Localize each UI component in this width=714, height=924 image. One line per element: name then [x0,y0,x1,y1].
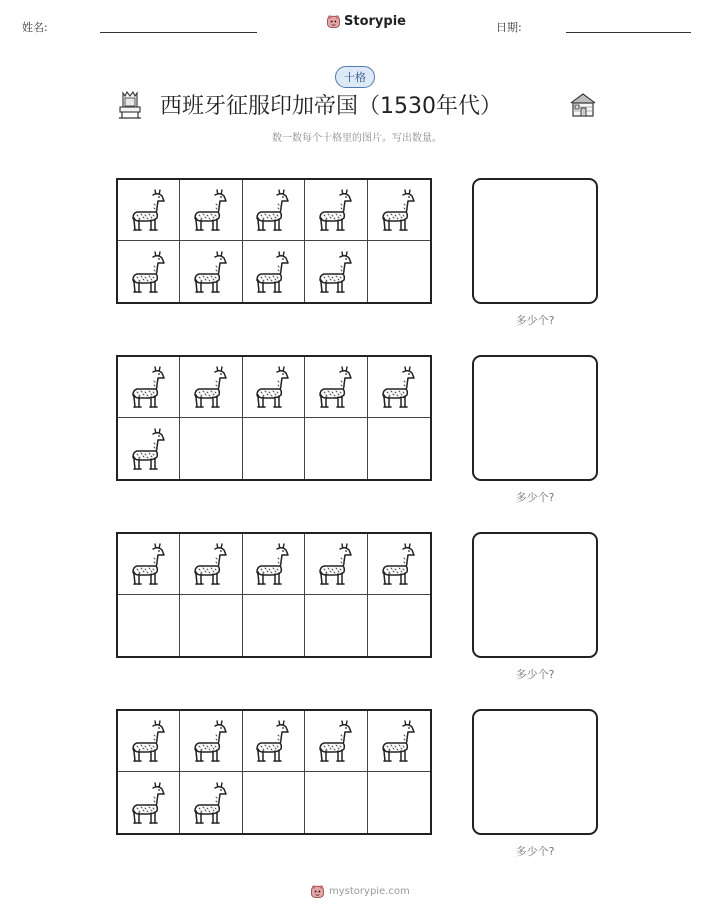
ten-frame-cell [305,534,367,595]
how-many-prompt: 多少个? [515,491,555,504]
ten-frame-cell [180,711,242,772]
llama-icon [129,363,169,411]
llama-icon [253,248,293,296]
brand-name: Storypie [344,14,406,29]
ten-frame [116,532,432,658]
llama-icon [129,540,169,588]
how-many-prompt: 多少个? [515,668,555,681]
answer-box[interactable] [472,178,598,304]
ten-frame-cell [180,180,242,241]
ten-frame-cell [368,772,430,833]
ten-frame-cell [118,357,180,418]
llama-icon [316,186,356,234]
llama-icon [191,248,231,296]
llama-icon [379,186,419,234]
throne-icon [116,90,144,120]
house-icon [568,91,598,119]
ten-frame-cell [243,711,305,772]
storypie-logo-icon [326,14,341,29]
llama-icon [316,540,356,588]
ten-frame [116,178,432,304]
llama-icon [129,186,169,234]
ten-frame-cell [368,357,430,418]
ten-frame-cell [118,772,180,833]
ten-frame-cell [305,180,367,241]
ten-frame-cell [180,772,242,833]
llama-icon [253,540,293,588]
ten-frame-cell [305,241,367,302]
ten-frame-cell [368,595,430,656]
name-field[interactable] [100,32,257,33]
ten-frame-cell [243,595,305,656]
ten-frame-cell [368,534,430,595]
ten-frame-cell [180,418,242,479]
ten-frame-cell [243,180,305,241]
llama-icon [191,540,231,588]
ten-frame-cell [118,534,180,595]
llama-icon [316,248,356,296]
name-label: 姓名: [22,21,48,34]
answer-box[interactable] [472,532,598,658]
ten-frame-cell [368,711,430,772]
ten-frame-cell [243,241,305,302]
llama-icon [253,186,293,234]
ten-frame-cell [180,357,242,418]
ten-frame-cell [118,180,180,241]
llama-icon [129,779,169,827]
page-title: 西班牙征服印加帝国（1530年代） [160,94,502,119]
llama-icon [379,540,419,588]
ten-frame-cell [243,772,305,833]
llama-icon [379,363,419,411]
footer-url[interactable]: mystorypie.com [329,886,410,897]
footer [310,884,410,899]
ten-frame-cell [305,711,367,772]
how-many-prompt: 多少个? [515,845,555,858]
llama-icon [191,779,231,827]
ten-frame-cell [305,418,367,479]
llama-icon [129,717,169,765]
brand-logo [326,14,406,29]
llama-icon [191,717,231,765]
ten-frame-cell [305,595,367,656]
ten-frame-cell [180,241,242,302]
ten-frame [116,355,432,481]
ten-frame-cell [305,772,367,833]
ten-frame-cell [118,711,180,772]
llama-icon [253,363,293,411]
ten-frame-cell [243,357,305,418]
ten-frame-cell [305,357,367,418]
ten-frame-cell [368,180,430,241]
ten-frame [116,709,432,835]
date-field[interactable] [566,32,691,33]
instructions: 数一数每个十格里的图片。写出数量。 [272,133,442,144]
answer-box[interactable] [472,709,598,835]
llama-icon [253,717,293,765]
answer-box[interactable] [472,355,598,481]
how-many-prompt: 多少个? [515,314,555,327]
llama-icon [191,186,231,234]
ten-frame-cell [180,534,242,595]
ten-frame-cell [118,595,180,656]
date-label: 日期: [496,21,522,34]
ten-frame-cell [180,595,242,656]
storypie-logo-icon [310,884,325,899]
llama-icon [316,717,356,765]
ten-frame-cell [118,241,180,302]
llama-icon [129,425,169,473]
ten-frame-cell [368,241,430,302]
ten-frame-cell [243,534,305,595]
llama-icon [129,248,169,296]
ten-frame-cell [243,418,305,479]
llama-icon [191,363,231,411]
ten-frame-cell [368,418,430,479]
llama-icon [379,717,419,765]
ten-frame-cell [118,418,180,479]
worksheet-type-badge: 十格 [335,66,375,88]
llama-icon [316,363,356,411]
